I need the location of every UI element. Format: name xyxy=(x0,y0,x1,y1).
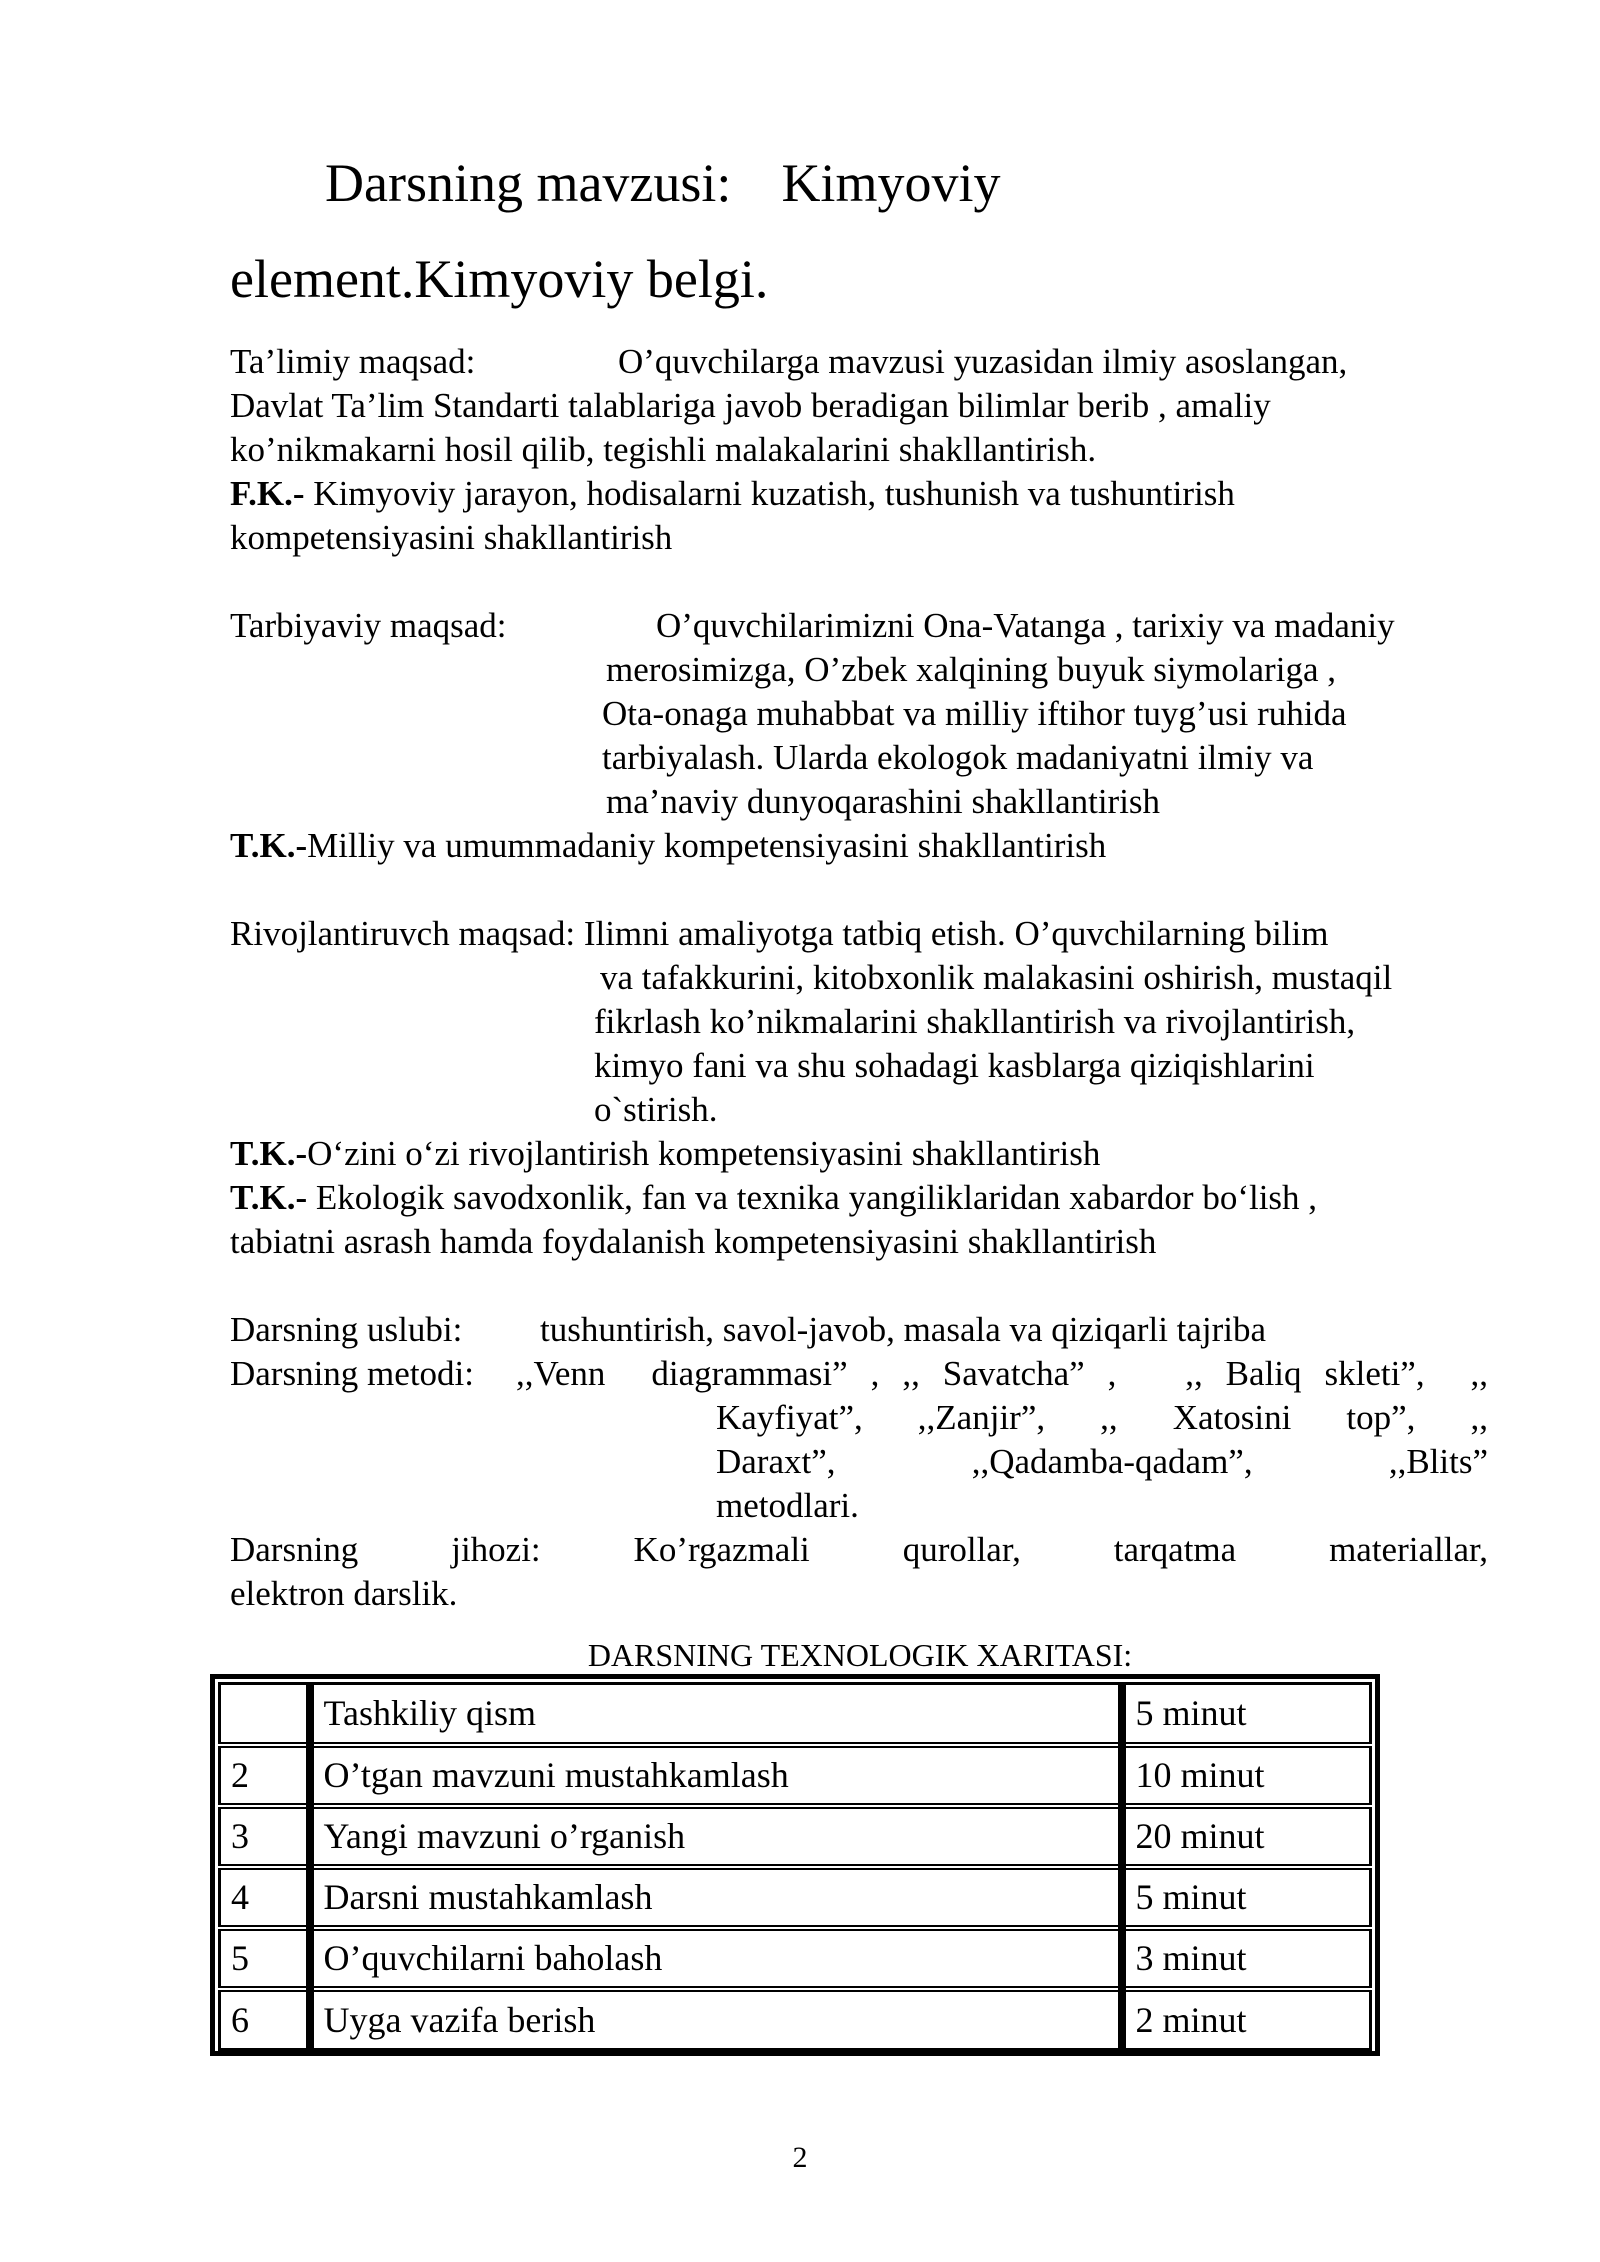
tk-text: Ekologik savodxonlik, fan va texnika yangiliklaridan xabardor bo‘lish , xyxy=(307,1178,1318,1217)
fk-line-1 xyxy=(230,472,1235,516)
rivoj-text: Ilimni amaliyotga tatbiq etish. O’quvchilarning bilim xyxy=(575,914,1329,953)
tarbiyaviy-line-2: merosimizga, O’zbek xalqining buyuk siymolariga , xyxy=(606,650,1336,689)
row-stage: Uygа vazifa berish xyxy=(310,1989,1122,2050)
row-time: 5 minut xyxy=(1122,1684,1371,1745)
jihoz-line-2: elektron darslik. xyxy=(230,1574,458,1613)
row-stage: O’quvchilarni baholash xyxy=(310,1928,1122,1989)
rivoj-line-2: va tafakkurini, kitobxonlik malakasini oshirish, mustaqil xyxy=(600,958,1393,997)
lesson-plan-table xyxy=(210,1674,1380,2056)
tk-ekologik-line-2: tabiatni asrash hamda foydalanish kompetensiyasini shakllantirish xyxy=(230,1222,1157,1261)
tk-ozini xyxy=(230,1132,1100,1176)
rivoj-label: Rivojlantiruvch maqsad: xyxy=(230,914,576,953)
talimiy-line-1: O’quvchilarga mavzusi yuzasidan ilmiy asoslangan, xyxy=(618,342,1348,381)
row-number xyxy=(220,1684,310,1745)
rivoj-line-3: fikrlash ko’nikmalarini shakllantirish va rivojlantirish, xyxy=(594,1002,1356,1041)
tk-label: T.K.- xyxy=(230,1178,308,1217)
tarbiyaviy-line-1: O’quvchilarimizni Ona-Vatanga , tarixiy va madaniy xyxy=(656,606,1395,645)
row-number: 4 xyxy=(220,1867,310,1928)
row-number: 5 xyxy=(220,1928,310,1989)
tk-text: Milliy va umummadaniy kompetensiyasini shakllantirish xyxy=(307,826,1107,865)
tk-ekologik-line-1 xyxy=(230,1176,1317,1220)
lesson-title-line-1 xyxy=(325,148,1000,218)
rivoj-line-4: kimyo fani va shu sohadagi kasblarga qiziqishlarini xyxy=(594,1046,1315,1085)
tarbiyaviy-line-5: ma’naviy dunyoqarashini shakllantirish xyxy=(606,782,1161,821)
table-row xyxy=(220,1806,1371,1867)
row-stage: Yangi mavzuni o’rganish xyxy=(310,1806,1122,1867)
table-row xyxy=(220,1928,1371,1989)
row-stage: Tashkiliy qism xyxy=(310,1684,1122,1745)
metod-line-3: Daraxt”, ,,Qadamba-qadam”, ,,Blits” xyxy=(716,1442,1488,1481)
tk-label: T.K.- xyxy=(230,826,308,865)
row-number: 3 xyxy=(220,1806,310,1867)
uslub-text: tushuntirish, savol-javob, masala va qiziqarli tajriba xyxy=(540,1310,1267,1349)
page-number: 2 xyxy=(792,2141,808,2174)
lesson-title-line-2: element.Kimyoviy belgi. xyxy=(230,249,769,309)
jihoz-line-1: Darsning jihozi: Ko’rgazmali qurollar, tarqatma materiallar, xyxy=(230,1530,1488,1569)
table-row xyxy=(220,1684,1371,1745)
row-number: 6 xyxy=(220,1989,310,2050)
row-number: 2 xyxy=(220,1745,310,1806)
table-caption: DARSNING TEXNOLOGIK XARITASI: xyxy=(587,1637,1133,1673)
tk-label: T.K.- xyxy=(230,1134,308,1173)
row-time: 10 minut xyxy=(1122,1745,1371,1806)
table-row xyxy=(220,1867,1371,1928)
table-row xyxy=(220,1989,1371,2050)
metod-line-1: ,,Venn diagrammasi” , ,, Savatcha” , ,, Baliq skleti”, ,, xyxy=(516,1354,1488,1393)
tarbiyaviy-line-3: Ota-onaga muhabbat va milliy iftihor tuyg’usi ruhida xyxy=(602,694,1347,733)
row-stage: O’tgan mavzuni mustahkamlash xyxy=(310,1745,1122,1806)
row-time: 20 minut xyxy=(1122,1806,1371,1867)
title-label: Darsning mavzusi: xyxy=(325,153,732,213)
row-time: 2 minut xyxy=(1122,1989,1371,2050)
row-time: 5 minut xyxy=(1122,1867,1371,1928)
uslub-label: Darsning uslubi: xyxy=(230,1310,463,1349)
fk-text: Kimyoviy jarayon, hodisalarni kuzatish, tushunish va tushuntirish xyxy=(304,474,1235,513)
fk-line-2: kompetensiyasini shakllantirish xyxy=(230,518,673,557)
tarbiyaviy-label: Tarbiyaviy maqsad: xyxy=(230,606,507,645)
tarbiyaviy-line-4: tarbiyalash. Ularda ekologok madaniyatni ilmiy va xyxy=(602,738,1314,777)
fk-label: F.K.- xyxy=(230,474,305,513)
title-part-1: Kimyoviy xyxy=(781,153,1001,213)
metod-line-2: Kayfiyat”, ,,Zanjir”, ,, Xatosini top”, ,, xyxy=(716,1398,1488,1437)
tk-milliy xyxy=(230,824,1106,868)
metod-line-4: metodlari. xyxy=(716,1486,859,1525)
rivoj-line-5: o`stirish. xyxy=(594,1090,718,1129)
talimiy-line-3: ko’nikmakarni hosil qilib, tegishli malakalarini shakllantirish. xyxy=(230,430,1097,469)
talimiy-line-2: Davlat Ta’lim Standarti talablariga javob beradigan bilimlar berib , amaliy xyxy=(230,386,1271,425)
row-time: 3 minut xyxy=(1122,1928,1371,1989)
metod-label: Darsning metodi: xyxy=(230,1354,474,1393)
row-stage: Darsni mustahkamlash xyxy=(310,1867,1122,1928)
table-row xyxy=(220,1745,1371,1806)
talimiy-label: Ta’limiy maqsad: xyxy=(230,342,476,381)
rivoj-line-1 xyxy=(230,912,1328,956)
tk-text: O‘zini o‘zi rivojlantirish kompetensiyasini shakllantirish xyxy=(307,1134,1101,1173)
